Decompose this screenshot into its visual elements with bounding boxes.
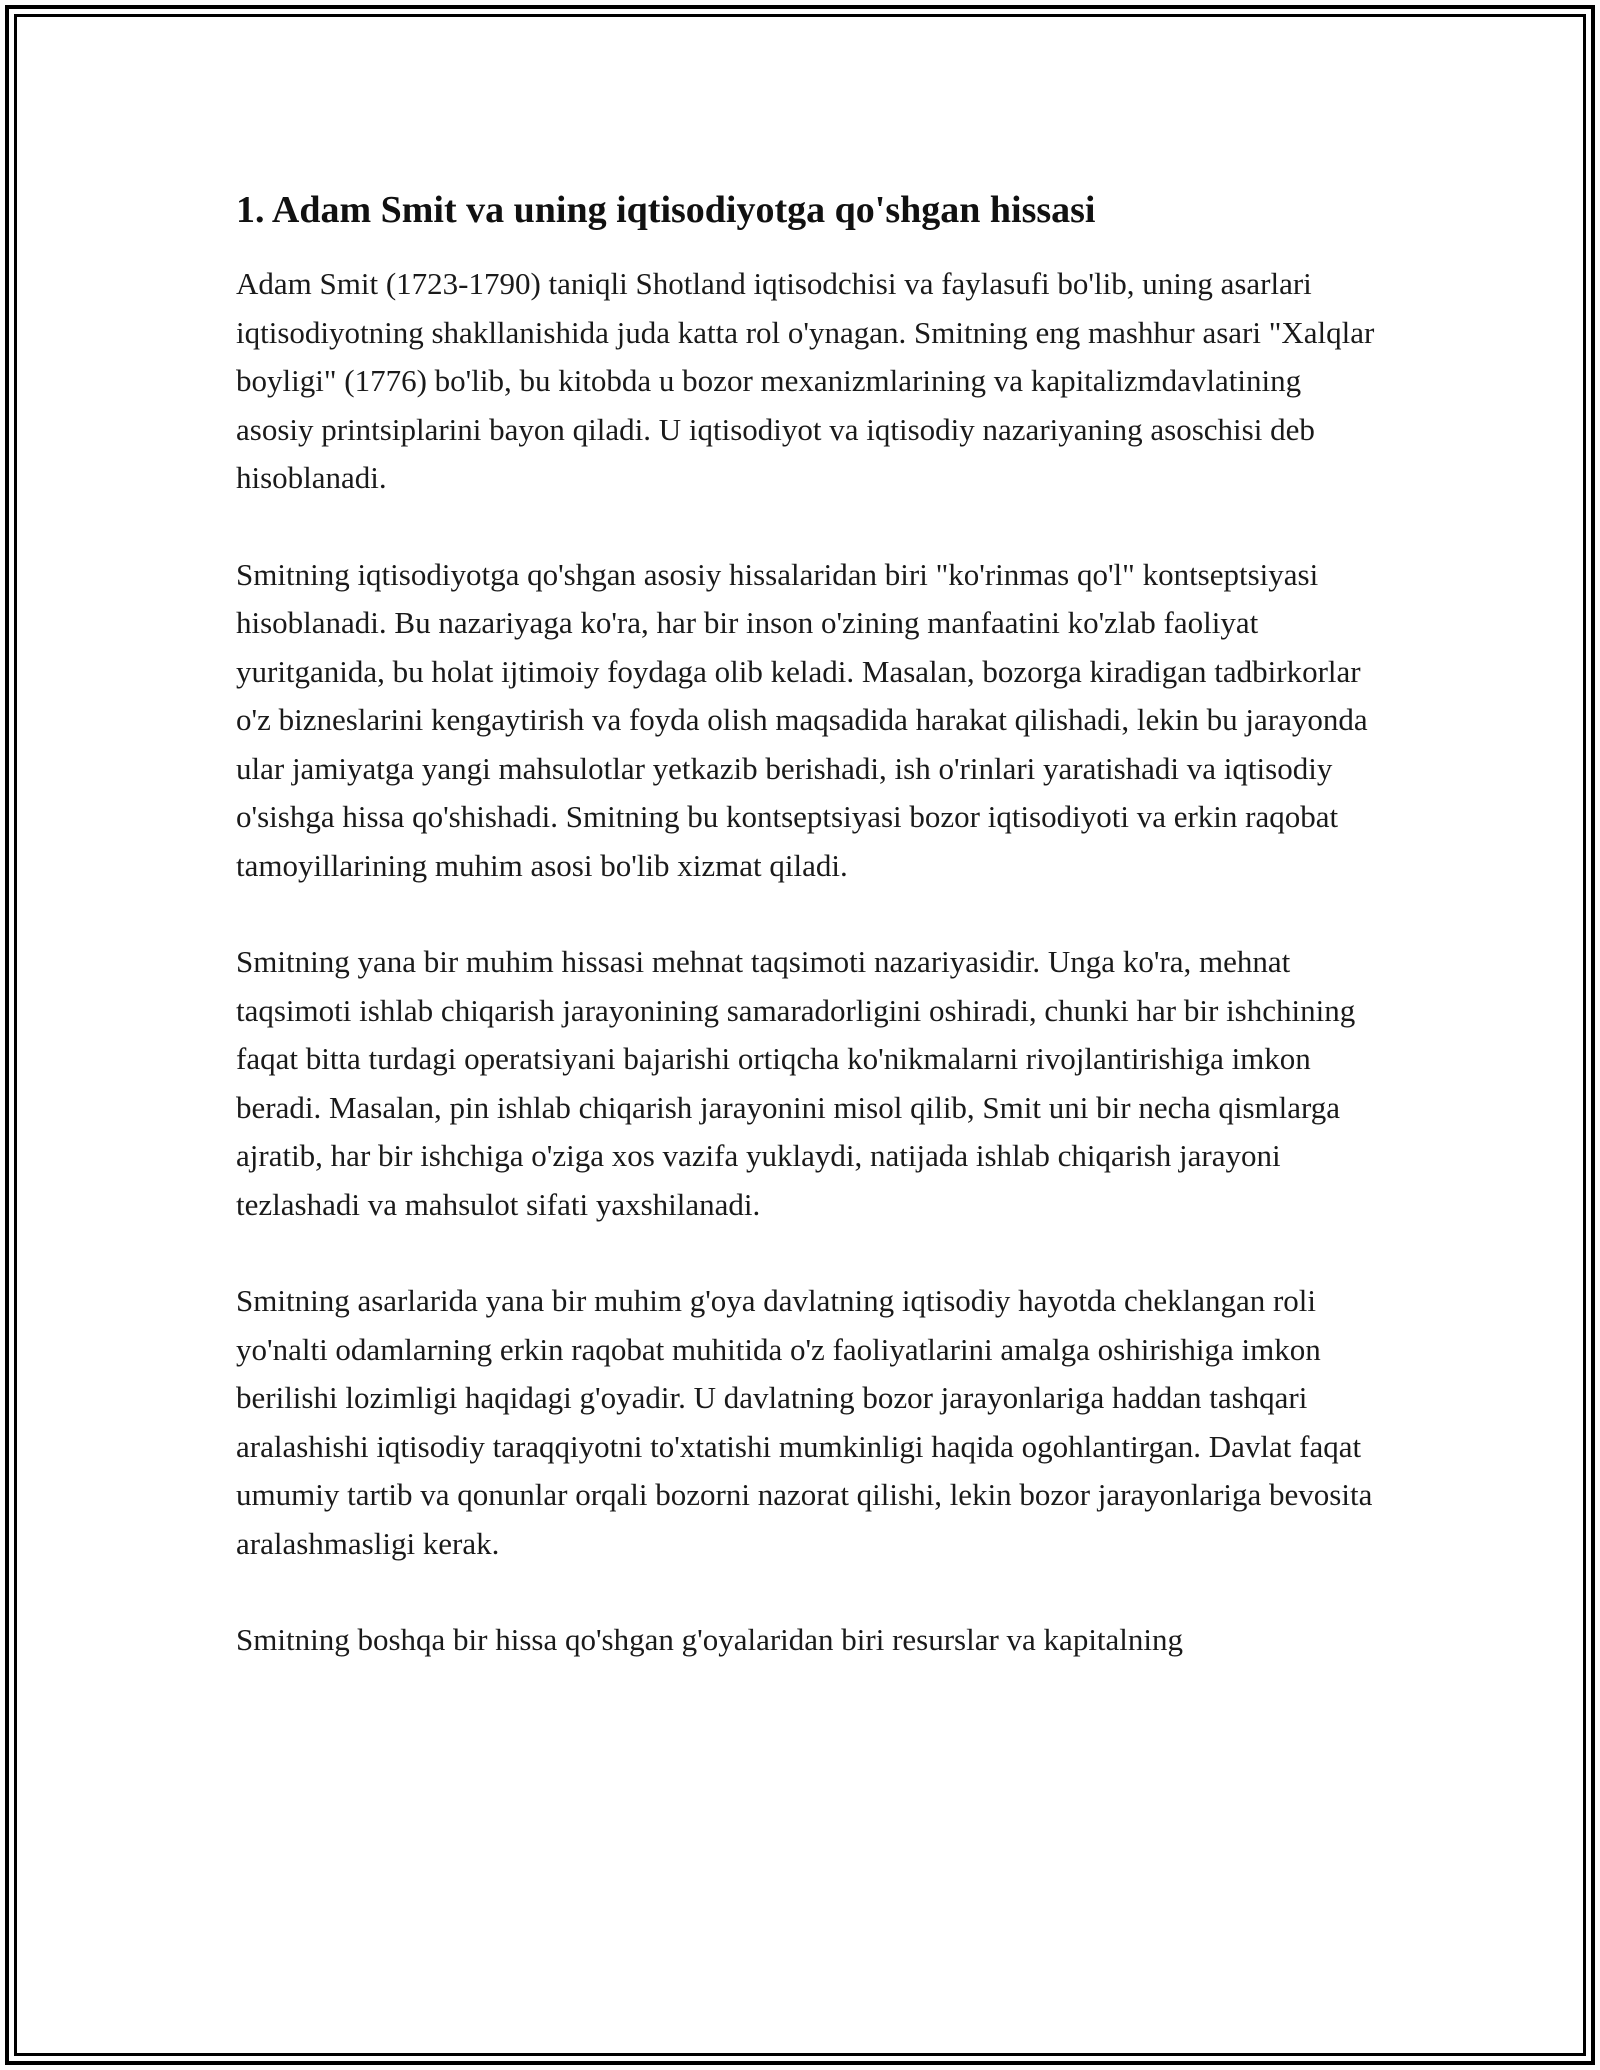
paragraph-intro: Adam Smit (1723-1790) taniqli Shotland iqtisodchisi va faylasufi bo'lib, uning asarlari iqtisodiyotning shakllanishida juda katta rol o'ynagan. Smitning eng mashhur asari "Xalqlar boyligi" (1776) bo'lib, bu kitobda u bozor mexanizmlarining va kapitalizmdavlatining asosiy printsiplarini bayon qiladi. U iqtisodiyot va iqtisodiy nazariyaning asoschisi deb hisoblanadi. <box>236 266 1375 495</box>
paragraph-resources-capital: Smitning boshqa bir hissa qo'shgan g'oyalaridan biri resurslar va kapitalning <box>236 1622 1184 1657</box>
section-heading: 1. Adam Smit va uning iqtisodiyotga qo'shgan hissasi <box>236 189 1096 231</box>
paragraph-division-of-labor: Smitning yana bir muhim hissasi mehnat taqsimoti nazariyasidir. Unga ko'ra, mehnat taqsimoti ishlab chiqarish jarayonining samaradorligini oshiradi, chunki har bir ishchining faqat bitta turdagi operatsiyani bajarishi ortiqcha ko'nikmalarni rivojlantirishiga imkon beradi. Masalan, pin ishlab chiqarish jarayonini misol qilib, Smit uni bir necha qismlarga ajratib, har bir ishchiga o'ziga xos vazifa yuklaydi, natijada ishlab chiqarish jarayoni tezlashadi va mahsulot sifati yaxshilanadi. <box>236 944 1356 1222</box>
document-body <box>236 186 1376 1713</box>
paragraph-invisible-hand: Smitning iqtisodiyotga qo'shgan asosiy hissalaridan biri "ko'rinmas qo'l" kontseptsiyasi hisoblanadi. Bu nazariyaga ko'ra, har bir inson o'zining manfaatini ko'zlab faoliyat yuritganida, bu holat ijtimoiy foydaga olib keladi. Masalan, bozorga kiradigan tadbirkorlar o'z bizneslarini kengaytirish va foyda olish maqsadida harakat qilishadi, lekin bu jarayonda ular jamiyatga yangi mahsulotlar yetkazib berishadi, ish o'rinlari yaratishadi va iqtisodiy o'sishga hissa qo'shishadi. Smitning bu kontseptsiyasi bozor iqtisodiyoti va erkin raqobat tamoyillarining muhim asosi bo'lib xizmat qiladi. <box>236 556 1368 883</box>
paragraph-limited-government: Smitning asarlarida yana bir muhim g'oya davlatning iqtisodiy hayotda cheklangan roli yo'nalti odamlarning erkin raqobat muhitida o'z faoliyatlarini amalga oshirishiga imkon berilishi lozimligi haqidagi g'oyadir. U davlatning bozor jarayonlariga haddan tashqari aralashishi iqtisodiy taraqqiyotni to'xtatishi mumkinligi haqida ogohlantirgan. Davlat faqat umumiy tartib va qonunlar orqali bozorni nazorat qilishi, lekin bozor jarayonlariga bevosita aralashmasligi kerak. <box>236 1283 1373 1561</box>
